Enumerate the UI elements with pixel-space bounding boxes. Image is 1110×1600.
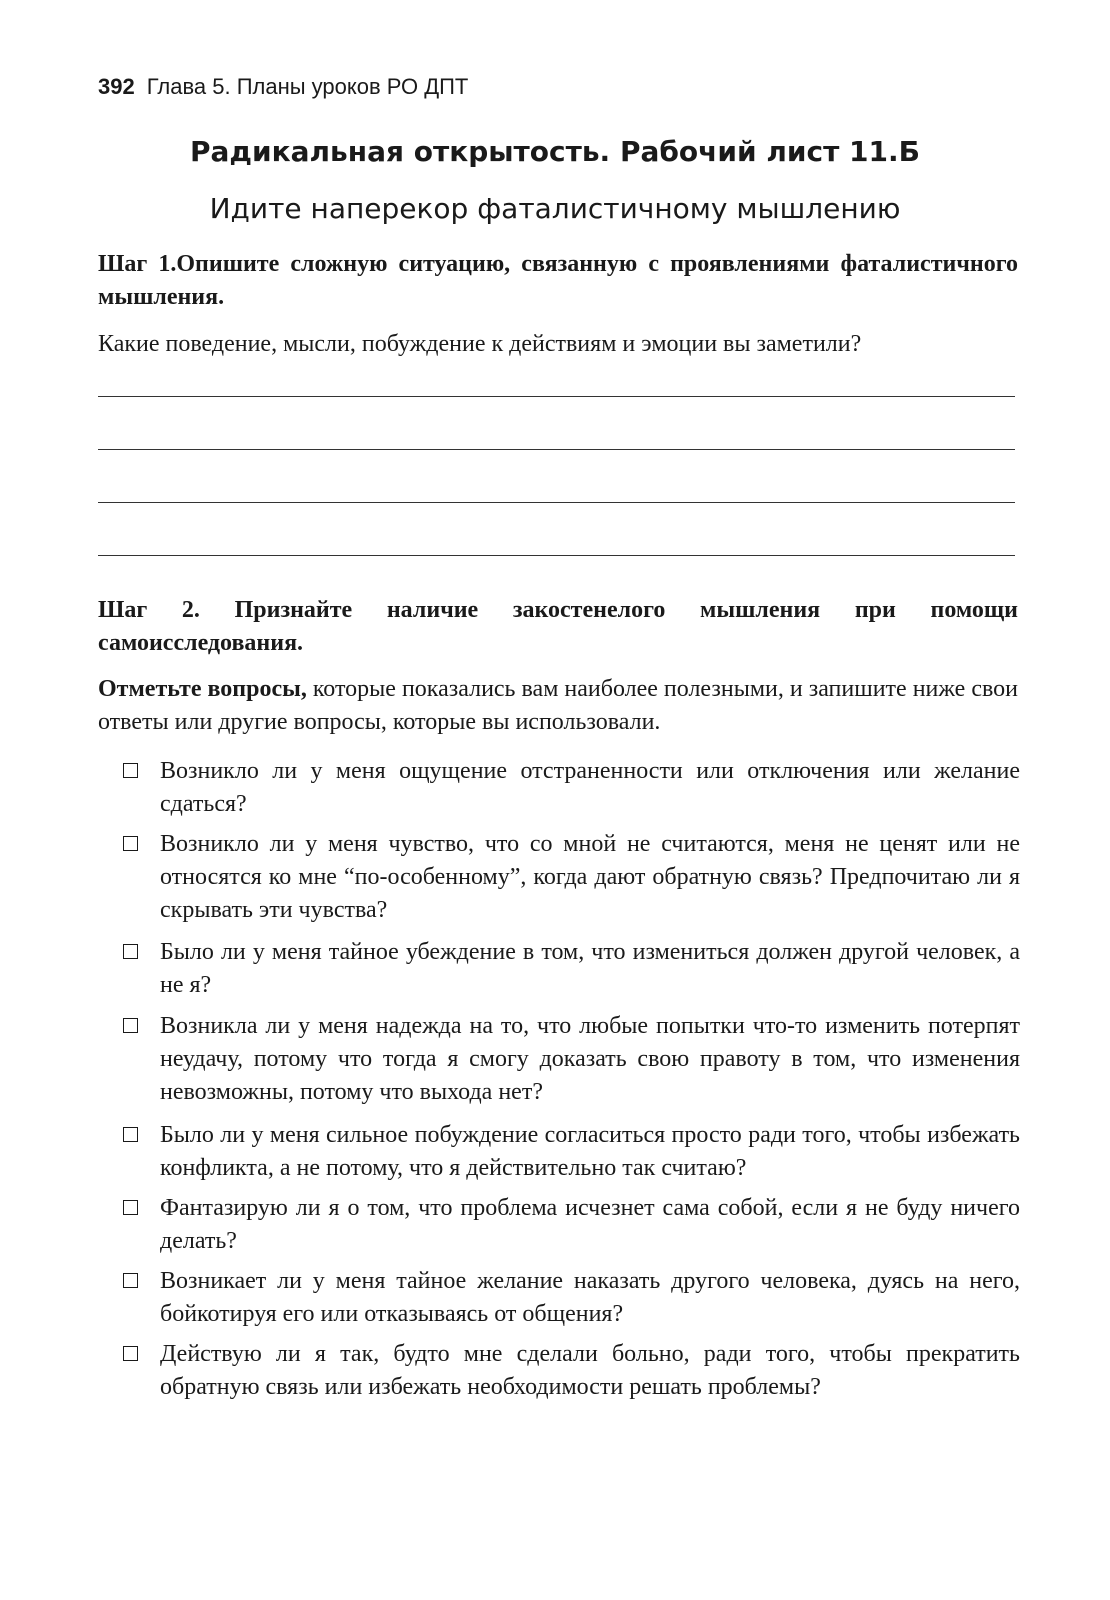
checklist-item-text: Возникло ли у меня ощущение отстраненности или отключения или желание сдаться? [160,758,1020,817]
step1-question: Какие поведение, мысли, побуждение к действиям и эмоции вы заметили? [98,331,862,357]
checklist-item-text: Фантазирую ли я о том, что проблема исчезнет сама собой, если я не буду ничего делать? [160,1195,1020,1254]
checklist-item-text: Было ли у меня сильное побуждение согласиться просто ради того, чтобы избежать конфликта, а не потому, что я действительно так считаю? [160,1122,1020,1181]
page-number: 392 [98,74,135,99]
checklist-item [120,1192,1020,1258]
running-head [98,74,468,100]
answer-line[interactable] [98,555,1015,556]
checkbox[interactable] [123,763,138,778]
answer-line[interactable] [98,449,1015,450]
checklist-item [120,755,1020,821]
checklist-item [120,1338,1020,1404]
checkbox[interactable] [123,1273,138,1288]
worksheet-title: Радикальная открытость. Рабочий лист 11.Б [190,135,920,168]
checkbox[interactable] [123,1200,138,1215]
checklist-item-text: Было ли у меня тайное убеждение в том, что измениться должен другой человек, а не я? [160,939,1020,998]
checkbox[interactable] [123,944,138,959]
worksheet-subtitle: Идите наперекор фаталистичному мышлению [209,192,901,225]
checklist-item-text: Действую ли я так, будто мне сделали больно, ради того, чтобы прекратить обратную связь или избежать необходимости решать проблемы? [160,1341,1020,1400]
checklist-item [120,1010,1020,1109]
step2-heading: Шаг 2. Признайте наличие закостенелого мышления при помощи самоисследования. [98,597,1018,656]
step2-instruction-rest: которые показались вам наиболее полезными, и запишите ниже свои ответы или другие вопросы, которые вы использовали. [98,676,1018,735]
checkbox[interactable] [123,836,138,851]
checklist-item [120,936,1020,1002]
step1-heading: Шаг 1.Опишите сложную ситуацию, связанную с проявлениями фаталистичного мышления. [98,251,1018,310]
checklist-item [120,1265,1020,1331]
checklist-item [120,1119,1020,1185]
step2-instruction-bold: Отметьте вопросы, [98,676,307,702]
step2-instruction [98,673,1018,739]
checklist-item-text: Возникло ли у меня чувство, что со мной не считаются, меня не ценят или не относятся ко мне “по-особенному”, когда дают обратную связь? Предпочитаю ли я скрывать эти чувства? [160,831,1020,923]
running-title: Глава 5. Планы уроков РО ДПТ [146,74,469,99]
answer-line[interactable] [98,396,1015,397]
checklist-item-text: Возникает ли у меня тайное желание наказать другого человека, дуясь на него, бойкотируя его или отказываясь от общения? [160,1268,1020,1327]
checkbox[interactable] [123,1127,138,1142]
checklist-item-text: Возникла ли у меня надежда на то, что любые попытки что-то изменить потерпят неудачу, потому что тогда я смогу доказать свою правоту в том, что изменения невозможны, потому что выхода нет? [160,1013,1020,1105]
checkbox[interactable] [123,1018,138,1033]
checklist-item [120,828,1020,927]
checkbox[interactable] [123,1346,138,1361]
answer-line[interactable] [98,502,1015,503]
